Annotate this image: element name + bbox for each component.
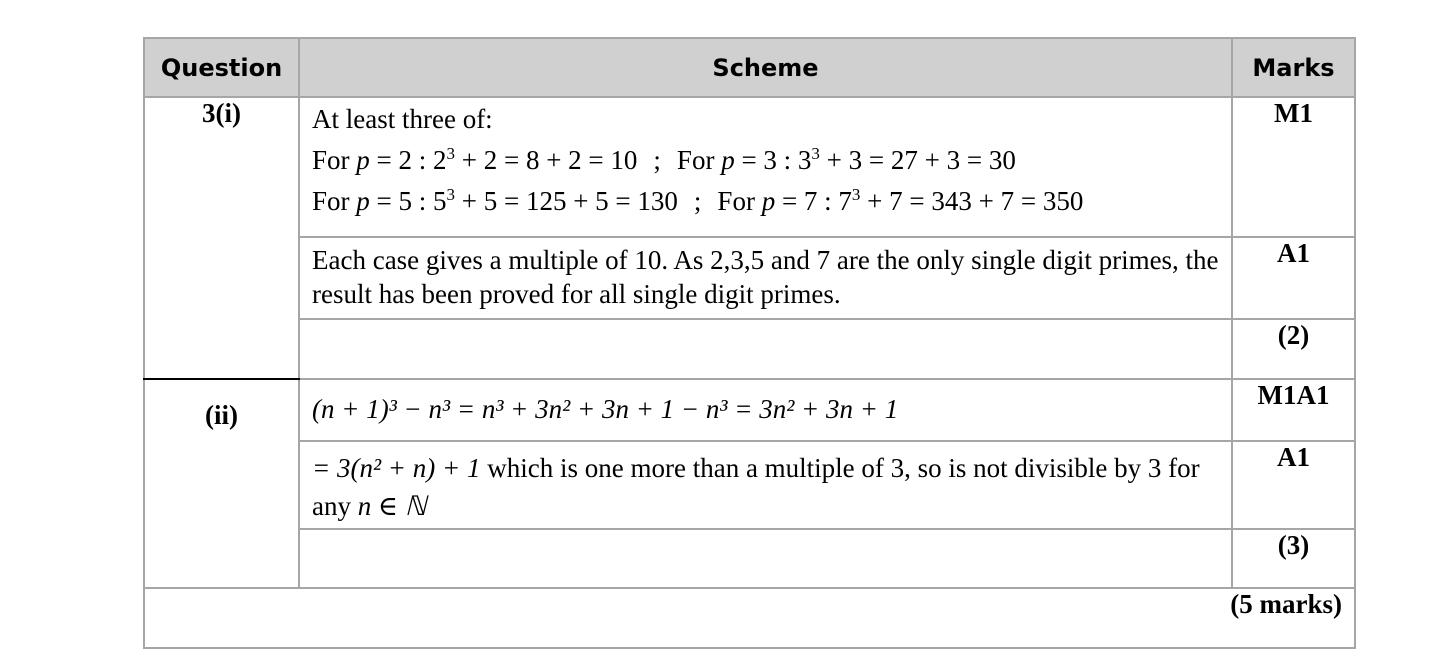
table-row (144, 97, 1355, 237)
scheme-line (312, 143, 1219, 178)
scheme-intro: At least three of: (312, 104, 493, 134)
variable: p (721, 145, 735, 176)
separator: ; (693, 186, 702, 217)
exponent: 3 (446, 144, 455, 164)
table-row (144, 237, 1355, 319)
variable: p (356, 145, 370, 176)
scheme-cell-empty (299, 319, 1232, 379)
text: + 5 = 125 + 5 = 130 (455, 186, 678, 217)
table-row (144, 441, 1355, 529)
table-row (144, 319, 1355, 379)
text: = 7 : 7 (775, 186, 852, 217)
subtotal-cell: (2) (1232, 319, 1355, 379)
text: For (676, 145, 722, 176)
header-question: Question (144, 38, 299, 97)
scheme-cell: Each case gives a multiple of 10. As 2,3,5 and 7 are the only single digit primes, the result has been proved for all single digit primes. (299, 237, 1232, 319)
total-row (144, 588, 1355, 648)
table-row (144, 529, 1355, 588)
scheme-cell (299, 97, 1232, 237)
scheme-cell (299, 379, 1232, 441)
mark-cell: M1A1 (1232, 379, 1355, 441)
text: For (312, 186, 357, 217)
mark-cell: A1 (1232, 237, 1355, 319)
text: + 2 = 8 + 2 = 10 (455, 145, 638, 176)
mark-cell: A1 (1232, 441, 1355, 529)
text: For (717, 186, 762, 217)
total-marks: (5 marks) (144, 588, 1355, 648)
question-number: 3(i) (144, 97, 299, 379)
conclusion-text: which is one more than a multiple of 3, so is not divisible by 3 for any (312, 453, 1200, 521)
question-number: (ii) (144, 379, 299, 588)
subtotal-cell: (3) (1232, 529, 1355, 588)
exponent: 3 (811, 144, 820, 164)
separator: ; (653, 145, 661, 176)
scheme-cell (299, 441, 1232, 529)
table-row (144, 379, 1355, 441)
variable: p (356, 186, 370, 217)
exponent: 3 (851, 185, 861, 205)
text: = 5 : 5 (369, 186, 447, 217)
text: + 7 = 343 + 7 = 350 (860, 186, 1084, 217)
mark-cell: M1 (1232, 97, 1355, 237)
text: + 3 = 27 + 3 = 30 (819, 145, 1016, 176)
scheme-cell-empty (299, 529, 1232, 588)
expansion-expression: (n + 1)³ − n³ = n³ + 3n² + 3n + 1 − n³ = 3n² + 3n + 1 (312, 394, 899, 425)
header-scheme: Scheme (299, 38, 1232, 97)
set-expression: n ∈ ℕ (357, 490, 427, 521)
text: = 2 : 2 (369, 145, 447, 176)
header-row (144, 38, 1355, 97)
factored-expression: = 3(n² + n) + 1 (312, 453, 481, 483)
header-marks: Marks (1232, 38, 1355, 97)
exponent: 3 (446, 185, 455, 205)
variable: p (761, 186, 776, 217)
mark-scheme-table (143, 37, 1356, 649)
text: = 3 : 3 (734, 145, 812, 176)
text: For (312, 145, 357, 176)
scheme-line (312, 184, 1219, 219)
